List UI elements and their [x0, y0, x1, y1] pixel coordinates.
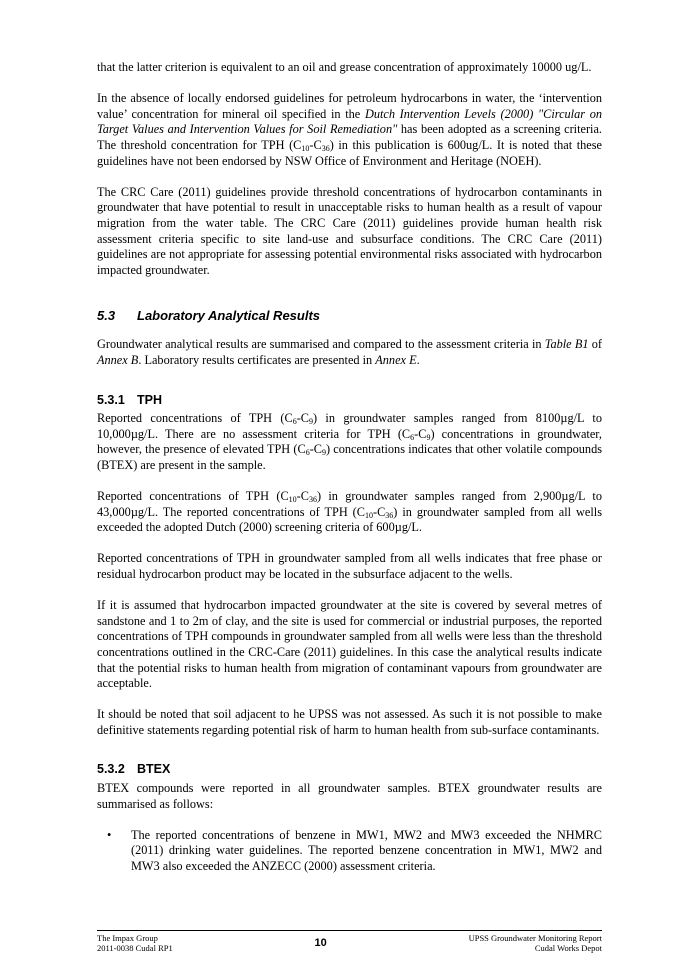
- text-run: -C: [414, 426, 427, 441]
- text-run: ) in groundwater sampled from all wells exceeded the adopted Dutch (2000) screening criteria of 600µg/L.: [97, 504, 602, 535]
- paragraph-text: Reported concentrations of TPH in groundwater sampled from all wells indicates that free phase or residual hydrocarbon product may be located in the subsurface adjacent to the wells.: [97, 551, 602, 581]
- paragraph-text: The CRC Care (2011) guidelines provide threshold concentrations of hydrocarbon contaminants in groundwater that have potential to result in unacceptable risks to human health as a result of vapour migration from the water table. The CRC Care (2011) guidelines provide human health risk assessment criteria specific to site land-use and subsurface conditions. The CRC Care (2011) guidelines are not appropriate for assessing potential environmental risks associated with hydrocarbon impacted groundwater.: [97, 184, 602, 277]
- table-reference: Table B1: [544, 337, 589, 352]
- paragraph-tph-c10-c36: [97, 489, 602, 536]
- text-run: of: [588, 337, 602, 352]
- section-heading-5-3-1: [97, 393, 602, 409]
- page-number: 10: [314, 937, 327, 949]
- subscript: 10: [301, 143, 310, 153]
- text-run: -C: [309, 442, 322, 457]
- page-footer: [97, 930, 602, 953]
- subscript: 6: [292, 417, 297, 426]
- text-run: ) concentrations indicates that other volatile compounds (BTEX) are present in the sample.: [97, 442, 602, 472]
- text-run: . Laboratory results certificates are presented in: [138, 352, 376, 367]
- paragraph-tph-c6-c9: [97, 411, 602, 473]
- text-run: ) concentrations in groundwater, however, the presence of elevated TPH (C: [97, 426, 602, 457]
- footer-right: [469, 933, 602, 953]
- text-run: Reported concentrations of TPH (C: [97, 411, 293, 425]
- footer-left: [97, 933, 173, 953]
- publication-title: Dutch Intervention Levels (2000) "Circular on Target Values and Intervention Values for Soil Remediation": [97, 106, 602, 137]
- annex-reference: Annex E: [375, 352, 417, 367]
- section-title: TPH: [137, 392, 162, 407]
- subscript: 10: [364, 510, 373, 520]
- paragraph-btex-intro: [97, 781, 602, 812]
- subscript: 6: [305, 448, 310, 458]
- text-run: ) in this publication is 600ug/L. It is noted that these guidelines have not been endorsed by NSW Office of Environment and Heritage (NOEH).: [97, 137, 602, 168]
- text-run: -C: [372, 504, 386, 519]
- page-content: [97, 60, 602, 875]
- subscript: 9: [321, 448, 326, 458]
- paragraph-soil-note: [97, 707, 602, 738]
- paragraph-free-phase: [97, 551, 602, 582]
- site-name: Cudal Works Depot: [534, 943, 602, 953]
- company-name: The Impax Group: [97, 933, 158, 943]
- text-run: -C: [296, 488, 309, 503]
- text-run: -C: [309, 137, 322, 152]
- paragraph-crc-care: [97, 185, 602, 279]
- section-number: 5.3.1: [97, 392, 125, 407]
- text-run: .: [416, 352, 420, 367]
- footer-divider: [97, 930, 602, 931]
- text-run: -C: [296, 411, 309, 425]
- paragraph-continued: [97, 60, 602, 76]
- bullet-text: The reported concentrations of benzene in MW1, MW2 and MW3 exceeded the NHMRC (2011) drinking water guidelines. The reported benzene concentration in MW1, MW2 and MW3 also exceeded the ANZECC (2000) assessment criteria.: [131, 827, 602, 873]
- list-item: [97, 828, 602, 875]
- subscript: 36: [385, 510, 394, 520]
- section-heading-5-3: [97, 308, 602, 324]
- section-number: 5.3.2: [97, 762, 125, 777]
- section-number: 5.3: [97, 308, 116, 324]
- report-title: UPSS Groundwater Monitoring Report: [468, 933, 602, 943]
- paragraph-text: BTEX compounds were reported in all groundwater samples. BTEX groundwater results are summarised as follows:: [97, 780, 602, 811]
- paragraph-dutch-guidelines: [97, 91, 602, 169]
- text-run: Groundwater analytical results are summarised and compared to the assessment criteria in: [97, 337, 545, 352]
- subscript: 36: [308, 494, 317, 504]
- annex-reference: Annex B: [97, 352, 139, 367]
- section-heading-5-3-2: [97, 762, 602, 778]
- subscript: 9: [308, 417, 313, 426]
- subscript: 36: [321, 143, 330, 153]
- text-run: In the absence of locally endorsed guidelines for petroleum hydrocarbons in water, the ‘intervention value’ concentration for mineral oil specified in the: [97, 91, 602, 121]
- section-title: Laboratory Analytical Results: [137, 308, 321, 324]
- section-title: BTEX: [137, 762, 171, 777]
- subscript: 6: [410, 432, 415, 442]
- bullet-marker: •: [107, 827, 112, 842]
- subscript: 9: [426, 432, 431, 442]
- paragraph-text: that the latter criterion is equivalent to an oil and grease concentration of approximately 10000 ug/L.: [97, 60, 592, 74]
- paragraph-text: It should be noted that soil adjacent to he UPSS was not assessed. As such it is not possible to make definitive statements regarding potential risk of harm to human health from sub-surface contaminants.: [97, 707, 602, 737]
- text-run: has been adopted as a screening criteria. The threshold concentration for TPH (C: [97, 122, 602, 152]
- paragraph-text: If it is assumed that hydrocarbon impacted groundwater at the site is covered by several metres of sandstone and 1 to 2m of clay, and the site is used for commercial or industrial purposes, the reported concentrations of TPH compounds in groundwater sampled from all wells were less than the threshold concentrations outlined in the CRC-Care (2011) guidelines. In this case the analytical results indicate that the potential risks to human health from migration of contaminant vapours from groundwater are acceptable.: [97, 598, 602, 691]
- text-run: Reported concentrations of TPH (C: [97, 488, 289, 503]
- subscript: 10: [288, 494, 297, 504]
- paragraph-risk-assumption: [97, 598, 602, 692]
- text-run: ) in groundwater samples ranged from 2,900µg/L to 43,000µg/L. The reported concentrations of TPH (C: [97, 488, 602, 519]
- paragraph-results-summary: [97, 337, 602, 368]
- text-run: ) in groundwater samples ranged from 8100µg/L to 10,000µg/L. There are no assessment criteria for TPH (C: [97, 411, 602, 441]
- document-reference: 2011-0038 Cudal RP1: [97, 943, 173, 953]
